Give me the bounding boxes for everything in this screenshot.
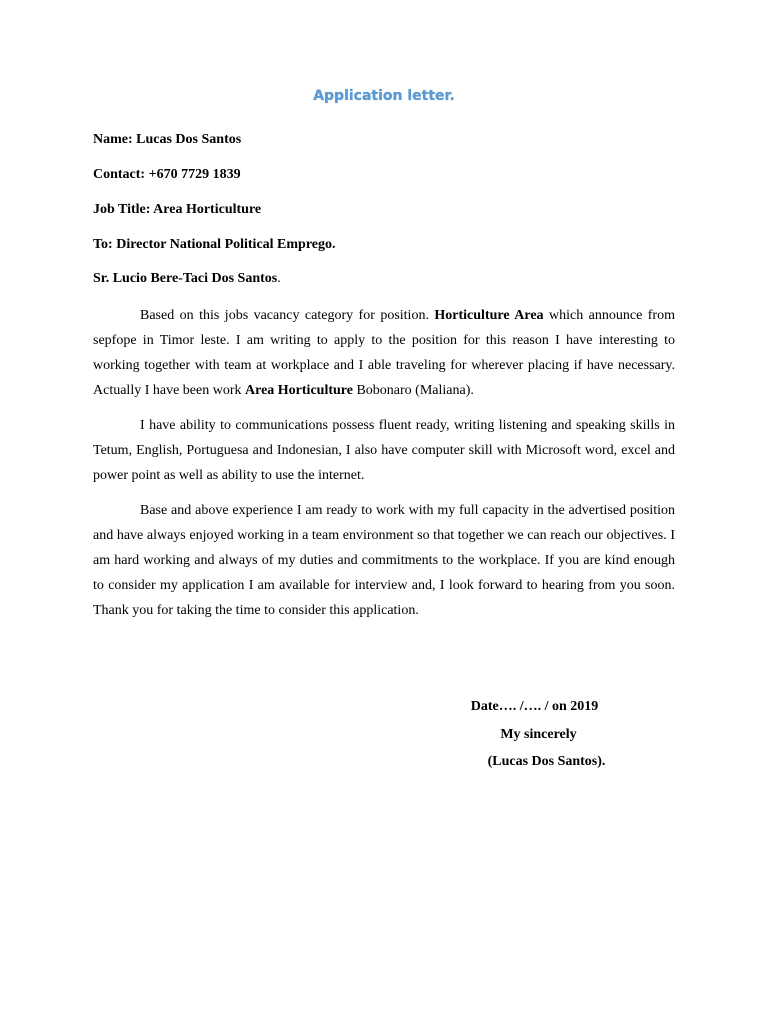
p1-bold-area: Area Horticulture — [245, 383, 353, 398]
recipient-name: Sr. Lucio Bere-Taci Dos Santos — [93, 271, 278, 286]
paragraph-2: I have ability to communications possess fluent ready, writing listening and speaking skills in Tetum, English, Portuguesa and Indonesian, I also have computer skill with Microsoft word, excel and power point as well as ability to use the internet. — [93, 418, 675, 483]
recipient-period: . — [277, 271, 281, 286]
p1-text-e: Bobonaro (Maliana). — [352, 383, 474, 398]
applicant-contact: Contact: +670 7729 1839 — [93, 167, 241, 182]
signature-closing: My sincerely — [500, 727, 577, 742]
p1-bold-position: Horticulture Area — [434, 308, 544, 323]
applicant-name: Name: Lucas Dos Santos — [93, 132, 242, 147]
p1-text-a: Based on this jobs vacancy category for position. — [140, 308, 435, 323]
job-title: Job Title: Area Horticulture — [93, 202, 262, 217]
paragraph-1 — [93, 303, 675, 403]
recipient-line: To: Director National Political Emprego. — [93, 237, 336, 252]
signature-name: (Lucas Dos Santos). — [487, 754, 606, 769]
signature-date: Date…. /…. / on 2019 — [470, 699, 599, 714]
letter-title: Application letter. — [313, 88, 455, 104]
recipient-name-line — [93, 271, 281, 287]
p1-text-c: which announce from sepfope in Timor leste. I am writing to apply to the position for this reason I have interesting to working together with team at workplace and I able traveling for wherever placing if have necessary. Actually I have been work — [93, 308, 675, 398]
letter-body — [93, 303, 675, 633]
paragraph-3: Base and above experience I am ready to work with my full capacity in the advertised position and have always enjoyed working in a team environment so that together we can reach our objectives. I am hard working and always of my duties and commitments to the workplace. If you are kind enough to consider my application I am available for interview and, I look forward to hearing from you soon. Thank you for taking the time to consider this application. — [93, 503, 675, 618]
